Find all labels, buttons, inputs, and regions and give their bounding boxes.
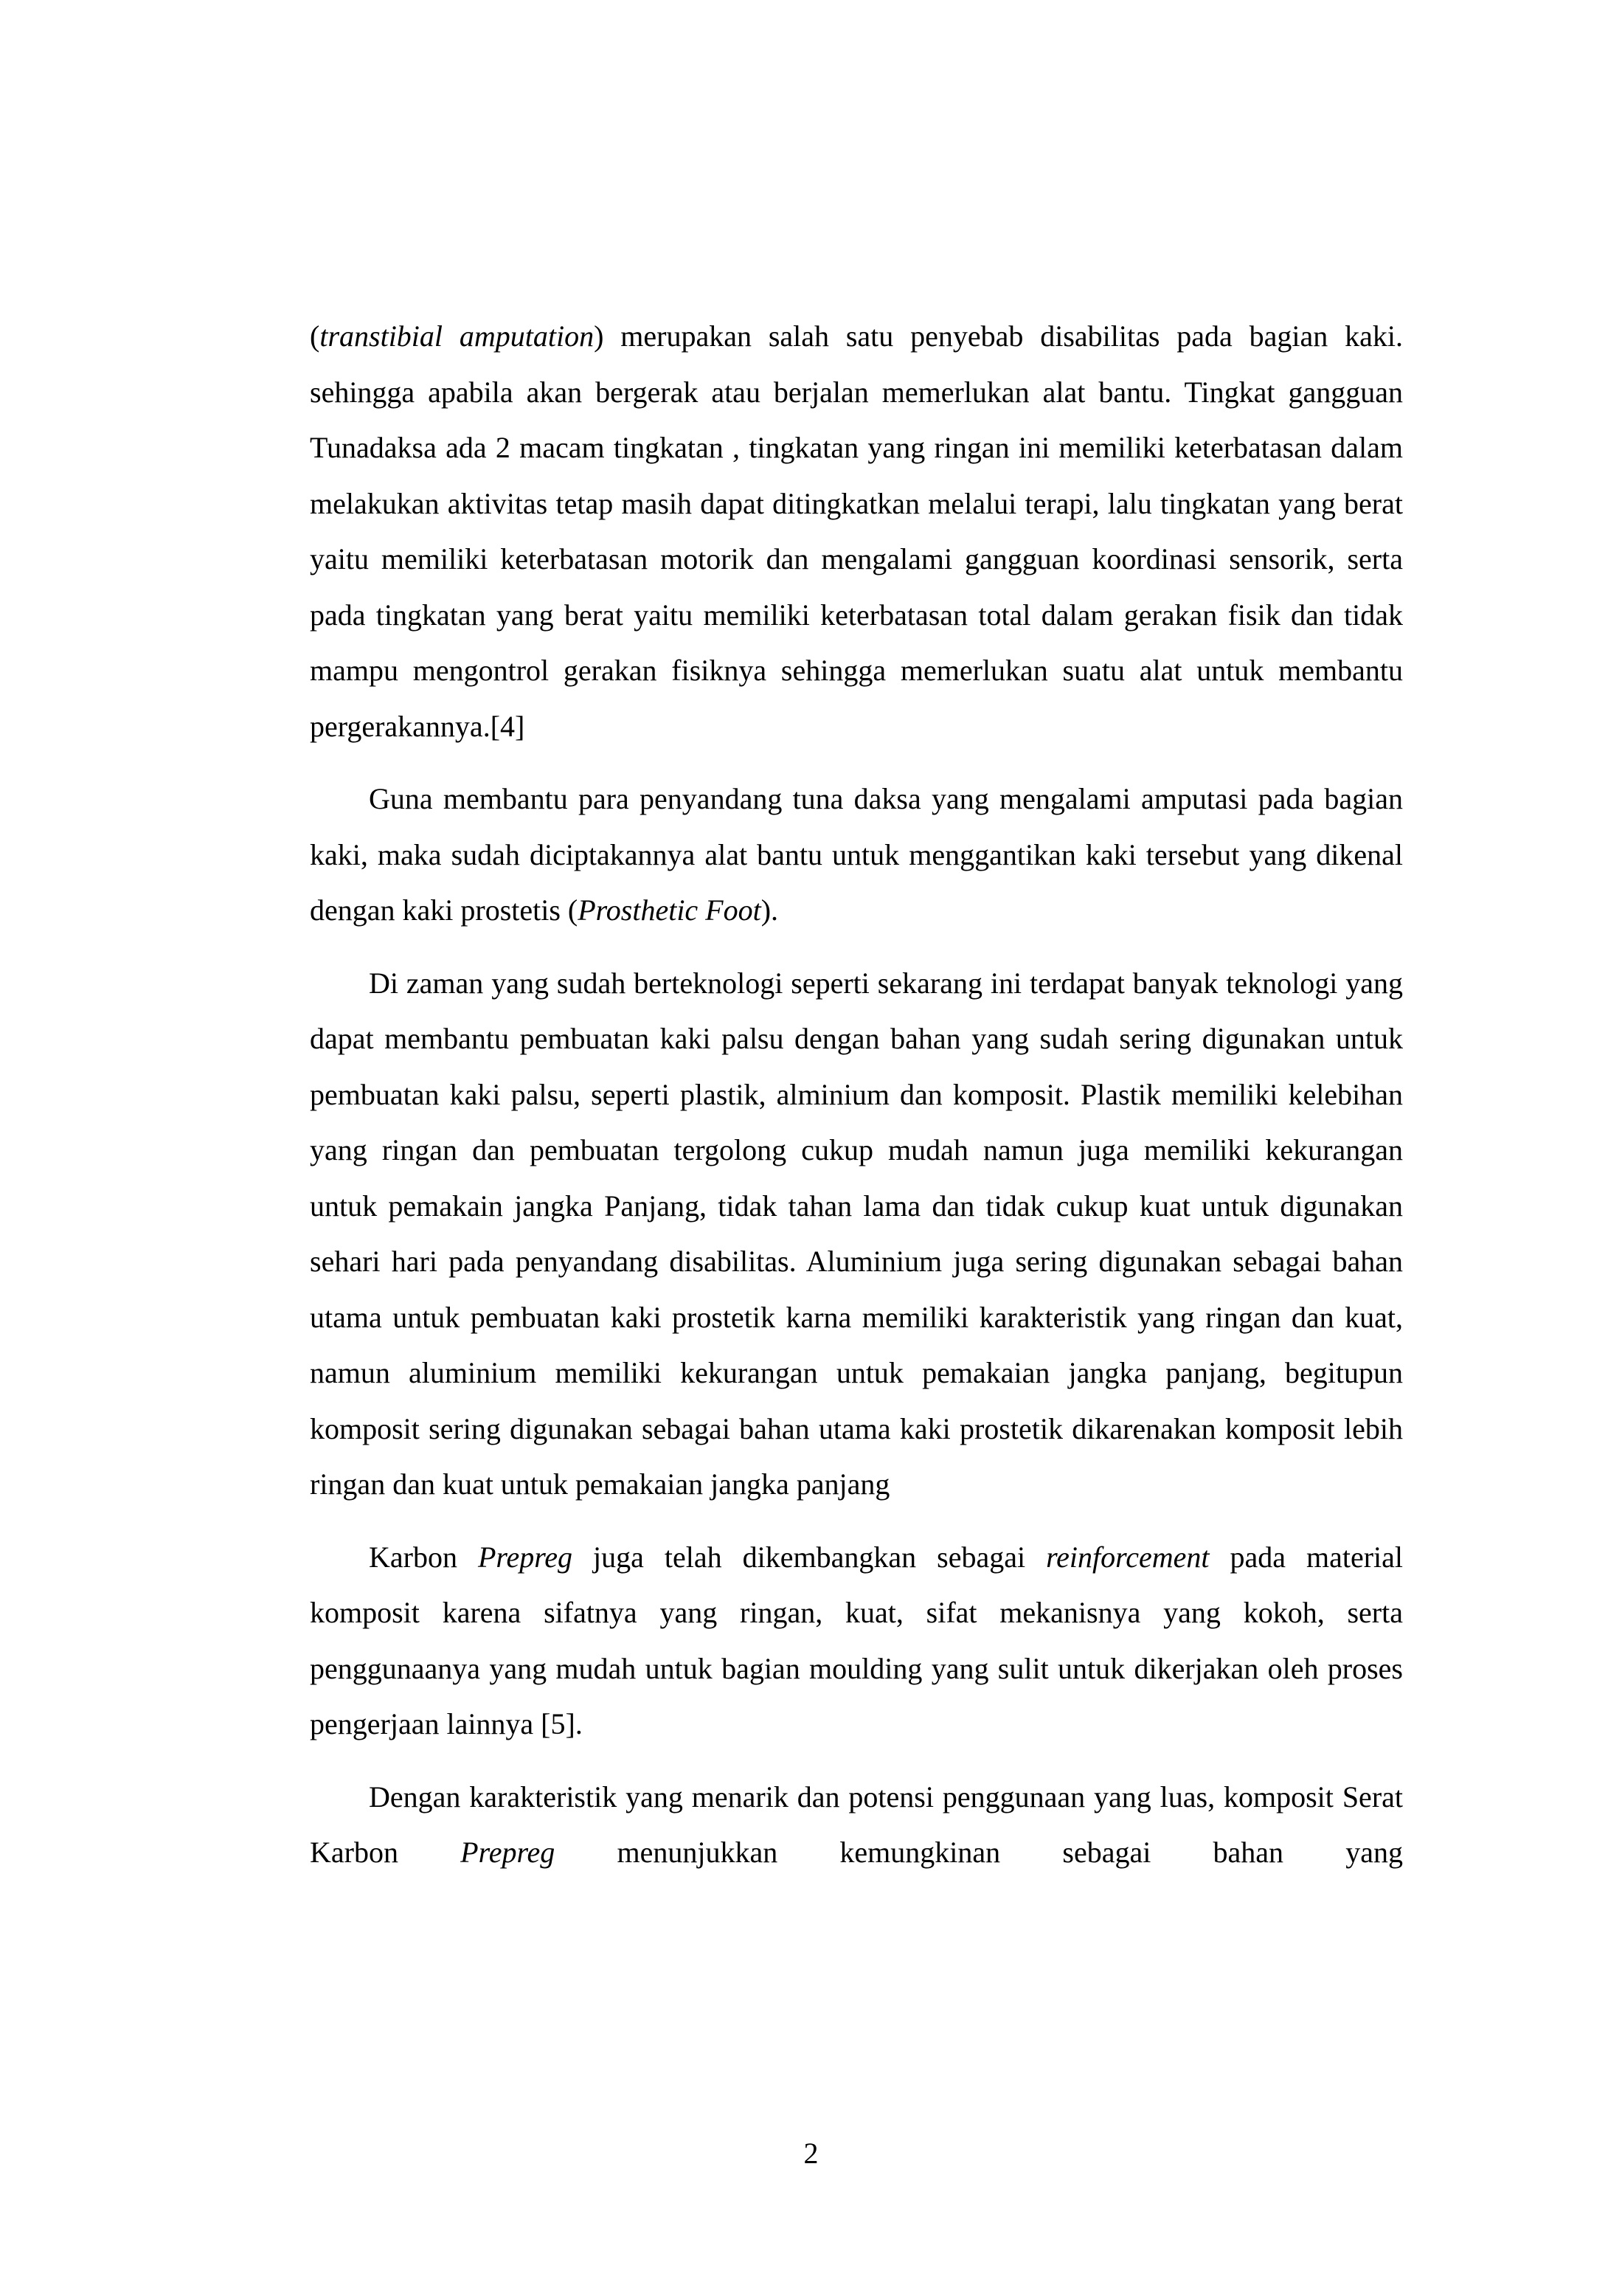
text-segment: pada material komposit karena sifatnya yang ringan, kuat, sifat mekanisnya yang kokoh, serta penggunaanya yang mudah untuk bagian moulding yang sulit untuk dikerjakan oleh proses pengerjaan lainnya [5].: [310, 1540, 1403, 1740]
italic-term: reinforcement: [1046, 1540, 1210, 1574]
paragraph-5: [310, 1769, 1403, 1881]
body-text: [310, 308, 1403, 1898]
text-segment: ).: [760, 893, 779, 927]
italic-term: Prepreg: [460, 1836, 555, 1869]
paragraph-1: [310, 308, 1403, 754]
italic-term: Prosthetic Foot: [578, 893, 761, 927]
text-segment: menunjukkan kemungkinan sebagai bahan yang: [555, 1836, 1403, 1869]
paragraph-4: [310, 1529, 1403, 1752]
page-number: 2: [803, 2137, 819, 2170]
text-segment: (: [310, 319, 320, 353]
text-segment: Di zaman yang sudah berteknologi seperti sekarang ini terdapat banyak teknologi yang dapat membantu pembuatan kaki palsu dengan bahan yang sudah sering digunakan untuk pembuatan kaki palsu, seperti plastik, alminium dan komposit. Plastik memiliki kelebihan yang ringan dan pembuatan tergolong cukup mudah namun juga memiliki kekurangan untuk pemakain jangka Panjang, tidak tahan lama dan tidak cukup kuat untuk digunakan sehari hari pada penyandang disabilitas. Aluminium juga sering digunakan sebagai bahan utama untuk pembuatan kaki prostetik karna memiliki karakteristik yang ringan dan kuat, namun aluminium memiliki kekurangan untuk pemakaian jangka panjang, begitupun komposit sering digunakan sebagai bahan utama kaki prostetik dikarenakan komposit lebih ringan dan kuat untuk pemakaian jangka panjang: [310, 966, 1403, 1501]
italic-term: Prepreg: [477, 1540, 573, 1574]
text-segment: ) merupakan salah satu penyebab disabilitas pada bagian kaki. sehingga apabila akan bergerak atau berjalan memerlukan alat bantu. Tingkat gangguan Tunadaksa ada 2 macam tingkatan , tingkatan yang ringan ini memiliki keterbatasan dalam melakukan aktivitas tetap masih dapat ditingkatkan melalui terapi, lalu tingkatan yang berat yaitu memiliki keterbatasan motorik dan mengalami gangguan koordinasi sensorik, serta pada tingkatan yang berat yaitu memiliki keterbatasan total dalam gerakan fisik dan tidak mampu mengontrol gerakan fisiknya sehingga memerlukan suatu alat untuk membantu pergerakannya.[4]: [310, 319, 1403, 743]
text-segment: juga telah dikembangkan sebagai: [572, 1540, 1047, 1574]
italic-term: transtibial amputation: [319, 319, 595, 353]
text-segment: Dengan karakteristik yang menarik dan potensi penggunaan yang luas, komposit Serat Karbon: [310, 1780, 1403, 1869]
paragraph-3: [310, 955, 1403, 1512]
text-segment: Guna membantu para penyandang tuna daksa yang mengalami amputasi pada bagian kaki, maka sudah diciptakannya alat bantu untuk menggantikan kaki tersebut yang dikenal dengan kaki prostetis (: [310, 782, 1403, 927]
paragraph-2: [310, 771, 1403, 938]
text-segment: Karbon: [369, 1540, 478, 1574]
